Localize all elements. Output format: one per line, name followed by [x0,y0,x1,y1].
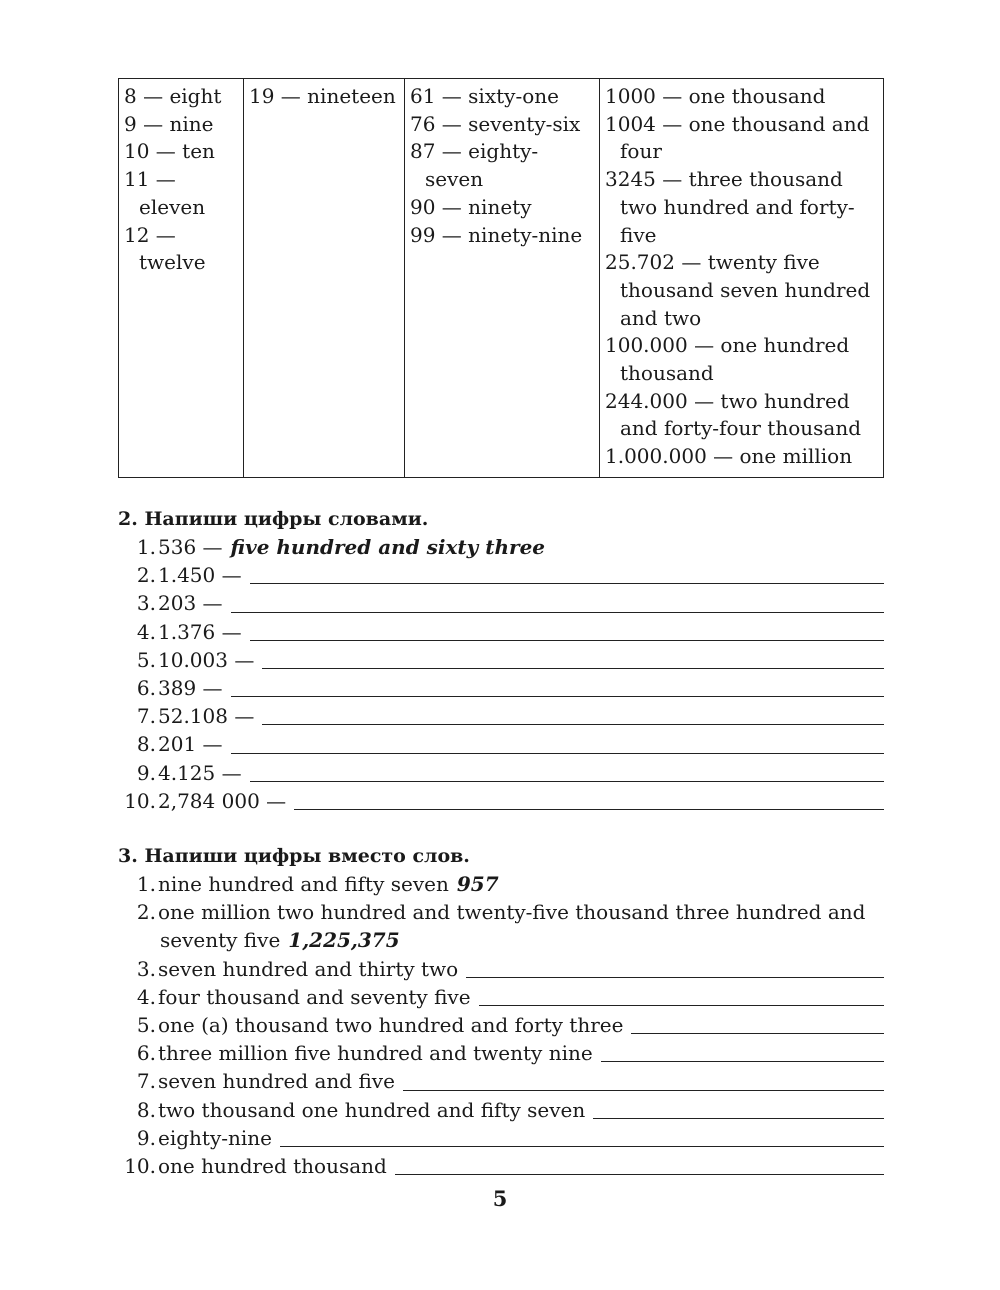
answer-blank[interactable] [262,704,884,725]
table-entry: 99 — ninety-nine [410,222,583,247]
item-text: seventy five [160,928,281,953]
exercise-3-item [118,1067,884,1095]
exercise-2-item [118,674,884,702]
item-number: 1. [136,872,156,896]
item-number: 7. [136,704,156,729]
answer-blank[interactable] [294,789,884,810]
item-number: 5. [136,647,156,672]
answer-blank[interactable] [250,761,884,782]
table-entry: 8 — eight [124,84,222,108]
item-text: seven hundred and thirty two [158,956,459,981]
table-entry: 1004 — one thousand and four [605,111,870,164]
item-number: 4. [136,984,156,1009]
answer-blank[interactable] [601,1041,884,1062]
item-number: 2. [136,563,156,588]
page-number: 5 [492,1186,508,1211]
exercise-2-item [118,646,884,674]
exercise-3-title: 3. Напиши цифры вместо слов. [118,845,470,867]
exercise-3 [118,842,884,1180]
exercise-2-item [118,561,884,589]
exercise-2-item [118,618,884,646]
table-entry: 76 — seventy-six [410,111,581,136]
table-entry: 1.000.000 — one million [605,444,853,469]
item-text: 389 — [158,675,223,700]
answer-blank[interactable] [262,648,884,669]
numbers-table [118,78,884,478]
table-entry: 19 — nineteen [249,84,396,108]
item-number: 3. [136,956,156,981]
item-number: 8. [136,732,156,757]
exercise-3-item [118,870,884,898]
item-text: nine hundred and fifty seven [158,872,449,896]
answer-blank[interactable] [231,733,884,754]
exercise-3-item [118,1124,884,1152]
answer-blank[interactable] [395,1154,884,1175]
item-text: 1.450 — [158,563,242,588]
item-number: 4. [136,619,156,644]
answer-blank[interactable] [231,592,884,613]
answer-blank[interactable] [403,1070,884,1091]
exercise-3-item [118,1039,884,1067]
table-entry: 61 — sixty-one [410,84,559,108]
table-entry: 12 — twelve [124,222,206,275]
exercise-3-item [118,983,884,1011]
exercise-3-item [118,1011,884,1039]
item-text: one hundred thousand [158,1153,387,1178]
exercise-2-item [118,702,884,730]
exercise-3-item [118,1096,884,1124]
table-entry: 11 — eleven [124,167,206,219]
item-text: seven hundred and five [158,1069,395,1094]
item-text: three million five hundred and twenty nine [158,1041,593,1066]
item-text: two thousand one hundred and fifty seven [158,1097,586,1122]
table-entry: 3245 — three thousand two hundred and forty-five [605,167,855,247]
item-text: 2,784 000 — [158,788,287,813]
exercise-3-item-continuation [118,926,884,954]
item-number: 5. [136,1012,156,1037]
answer-blank[interactable] [466,957,884,978]
exercise-3-item [118,955,884,983]
exercise-2-title: 2. Напиши цифры словами. [118,508,429,530]
exercise-2 [118,505,884,815]
answer-blank[interactable] [231,676,884,697]
table-entry: 244.000 — two hundred and forty-four thousand [605,388,862,441]
item-text: 52.108 — [158,704,255,729]
answer-blank[interactable] [250,563,884,584]
item-number: 6. [136,1041,156,1066]
item-number: 10. [124,1153,156,1178]
item-number: 9. [136,1125,156,1150]
item-number: 1. [136,535,156,559]
item-text: 536 — [158,535,223,559]
item-number: 9. [136,760,156,785]
table-entry: 25.702 — twenty five thousand seven hundred and two [605,250,871,330]
table-entry: 10 — ten [124,139,215,164]
exercise-3-item [118,1152,884,1180]
table-column-tens [405,79,600,478]
exercise-2-item [118,787,884,815]
item-number: 7. [136,1069,156,1094]
answer-blank[interactable] [593,1098,884,1119]
table-column-units [119,79,244,478]
table-row [119,79,884,478]
table-column-teens [244,79,405,478]
item-text: one million two hundred and twenty-five thousand three hundred and [158,900,866,925]
exercise-2-item [118,759,884,787]
exercise-3-item [118,898,884,926]
item-text: 4.125 — [158,760,242,785]
item-answer: five hundred and sixty three [230,535,546,559]
table-entry: 90 — ninety [410,194,532,219]
item-text: 201 — [158,732,223,757]
item-text: 203 — [158,591,223,616]
item-text: one (a) thousand two hundred and forty three [158,1012,624,1037]
item-text: 10.003 — [158,647,255,672]
table-entry: 87 — eighty-seven [410,139,539,192]
answer-blank[interactable] [479,985,884,1006]
item-number: 3. [136,591,156,616]
table-entry: 1000 — one thousand [605,84,826,108]
exercise-2-item [118,589,884,617]
item-answer: 957 [456,872,499,896]
answer-blank[interactable] [280,1126,884,1147]
item-text: 1.376 — [158,619,242,644]
answer-blank[interactable] [631,1013,884,1034]
item-text: four thousand and seventy five [158,984,471,1009]
answer-blank[interactable] [250,620,884,641]
item-number: 8. [136,1097,156,1122]
table-entry: 9 — nine [124,111,214,136]
item-number: 10. [124,788,156,813]
item-number: 6. [136,675,156,700]
item-number: 2. [136,900,156,925]
item-answer: 1,225,375 [288,928,400,953]
exercise-2-item [118,730,884,758]
exercise-2-item [118,533,884,561]
table-entry: 100.000 — one hundred thousand [605,333,850,386]
item-text: eighty-nine [158,1125,273,1150]
table-column-large [600,79,884,478]
